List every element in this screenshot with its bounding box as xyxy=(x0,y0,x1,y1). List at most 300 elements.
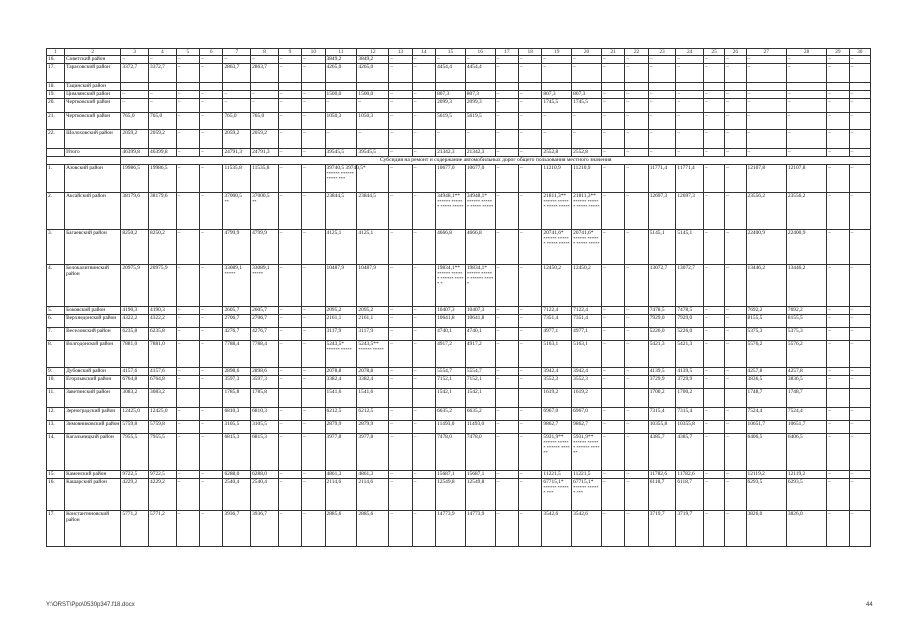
value-cell: – xyxy=(648,56,676,64)
section-title: Субсидия на ремонт и содержание автомобильных дорог общего пользования местного значения xyxy=(121,157,871,165)
value-cell: – xyxy=(827,99,849,113)
value-cell: 3542,6 xyxy=(572,511,602,547)
value-cell: – xyxy=(625,511,648,547)
value-cell: 6810,3 xyxy=(223,408,251,421)
value-cell xyxy=(519,83,542,91)
value-cell: – xyxy=(302,193,325,230)
value-cell: – xyxy=(786,91,826,99)
value-cell: 3729,9 xyxy=(648,376,676,389)
value-cell xyxy=(542,83,572,91)
value-cell: – xyxy=(176,511,199,547)
value-cell: 7315,4 xyxy=(676,408,704,421)
value-cell: – xyxy=(389,341,412,368)
value-cell: 2605,7 xyxy=(223,307,251,315)
column-number-21: 21 xyxy=(601,49,624,56)
value-cell: – xyxy=(725,113,746,130)
value-cell: 5226,0 xyxy=(676,328,704,341)
value-cell: 6967,0 xyxy=(542,408,572,421)
value-cell: 3105,5 xyxy=(251,421,279,434)
value-cell: – xyxy=(786,99,826,113)
value-cell: – xyxy=(176,307,199,315)
value-cell: – xyxy=(389,434,412,471)
value-cell: – xyxy=(704,56,725,64)
value-cell: 11210,9 xyxy=(542,165,572,193)
value-cell: – xyxy=(704,91,725,99)
value-cell: 12107,8 xyxy=(786,165,826,193)
value-cell: – xyxy=(302,230,325,265)
value-cell: – xyxy=(149,99,177,113)
value-cell: 2114,6 xyxy=(357,479,389,511)
value-cell: – xyxy=(849,421,870,434)
value-cell: – xyxy=(849,165,870,193)
value-cell: 2863,7 xyxy=(251,64,279,83)
value-cell: 2898,6 xyxy=(223,368,251,376)
value-cell xyxy=(849,83,870,91)
value-cell: – xyxy=(625,230,648,265)
value-cell: – xyxy=(325,99,357,113)
value-cell: 4229,2 xyxy=(121,479,149,511)
value-cell: – xyxy=(849,511,870,547)
value-cell: 39545,5 xyxy=(325,149,357,157)
footnote-marks: ****** ****** ****** ****** xyxy=(543,440,570,455)
value-cell: – xyxy=(412,64,435,83)
value-cell: – xyxy=(176,315,199,328)
value-cell: – xyxy=(389,315,412,328)
value-cell: 10651,7 xyxy=(746,421,786,434)
value-cell: 11535,8 xyxy=(251,165,279,193)
value-cell: 4385,7 xyxy=(676,434,704,471)
value-cell: 4977,1 xyxy=(572,328,602,341)
value-cell: 7692,2 xyxy=(786,307,826,315)
value-cell: – xyxy=(412,471,435,479)
value-cell: – xyxy=(389,56,412,64)
value-cell: 2059,2 xyxy=(251,130,279,149)
value-cell: 4454,4 xyxy=(436,64,466,83)
value-cell: – xyxy=(849,307,870,315)
footnote-marks: ****** ***** xyxy=(358,347,384,352)
value-cell: 14773,9 xyxy=(465,511,495,547)
table-row xyxy=(47,64,871,83)
value-cell: – xyxy=(176,230,199,265)
value-cell: – xyxy=(176,265,199,307)
value-cell: – xyxy=(827,328,849,341)
value-cell xyxy=(601,83,624,91)
district-name-cell: Веселовский район xyxy=(65,328,121,341)
value-cell: – xyxy=(495,315,518,328)
value-cell: 5771,2 xyxy=(149,511,177,547)
district-name-cell: Кашарский район xyxy=(65,479,121,511)
value-cell: – xyxy=(176,56,199,64)
value-cell: 5163,1 xyxy=(542,341,572,368)
value-cell: – xyxy=(849,328,870,341)
footnote-marks: ****** ****** ***** *** xyxy=(326,171,354,181)
value-cell: 2605,7 xyxy=(251,307,279,315)
value-cell: 37000,5 ** xyxy=(251,193,279,230)
section-title-spacer xyxy=(47,157,121,165)
table-row xyxy=(47,130,871,149)
value-cell: – xyxy=(849,434,870,471)
value-cell: – xyxy=(542,130,572,149)
footnote-marks: ****** ****** *** xyxy=(573,485,599,495)
value-cell: 1748,7 xyxy=(786,389,826,408)
district-name-cell: Волгодонской район xyxy=(65,341,121,368)
column-number-8: 8 xyxy=(251,49,279,56)
value-cell: 10355,8 xyxy=(648,421,676,434)
value-cell: – xyxy=(176,193,199,230)
value-cell: – xyxy=(849,56,870,64)
table-row xyxy=(47,56,871,64)
value-cell: 12425,0 xyxy=(149,408,177,421)
value-cell: 1748,7 xyxy=(746,389,786,408)
row-number-cell: 18. xyxy=(47,83,65,91)
value-cell: – xyxy=(176,408,199,421)
value-cell: – xyxy=(827,307,849,315)
value-cell: 3372,7 xyxy=(149,64,177,83)
value-cell: – xyxy=(278,56,301,64)
value-cell: 6235,8 xyxy=(149,328,177,341)
value-cell: – xyxy=(302,315,325,328)
value-cell: – xyxy=(601,149,624,157)
value-cell: – xyxy=(278,341,301,368)
value-cell: – xyxy=(849,479,870,511)
value-cell: – xyxy=(519,434,542,471)
value-cell: – xyxy=(302,471,325,479)
value-cell: – xyxy=(601,165,624,193)
value-cell: – xyxy=(278,471,301,479)
value-cell: 2059,2 xyxy=(223,130,251,149)
value-cell: 11535,8 xyxy=(223,165,251,193)
value-cell: 1619,2 xyxy=(572,389,602,408)
table-row xyxy=(47,230,871,265)
value-cell: – xyxy=(412,341,435,368)
value-cell: 5421,3 xyxy=(676,341,704,368)
table-row xyxy=(47,149,871,157)
value-cell: – xyxy=(625,434,648,471)
value-cell: 4666,8 xyxy=(465,230,495,265)
value-cell: – xyxy=(704,368,725,376)
value-cell: – xyxy=(827,376,849,389)
value-cell: 4740,1 xyxy=(465,328,495,341)
value-cell: – xyxy=(849,368,870,376)
value-cell: 807,3 xyxy=(465,91,495,99)
value-cell: – xyxy=(200,307,223,315)
value-cell xyxy=(827,389,849,408)
value-cell: 807,3 xyxy=(542,91,572,99)
value-cell: – xyxy=(251,91,279,99)
value-cell: – xyxy=(519,113,542,130)
value-cell: 6764,8 xyxy=(121,376,149,389)
value-cell: 5554,7 xyxy=(436,368,466,376)
value-cell: 13072,7 xyxy=(648,265,676,307)
value-cell: – xyxy=(849,130,870,149)
value-cell: – xyxy=(827,471,849,479)
value-cell: 4257,8 xyxy=(746,368,786,376)
column-number-2: 2 xyxy=(65,49,121,56)
value-cell: 5931,9** ****** ****** ****** ****** xyxy=(572,434,602,471)
value-cell: – xyxy=(849,265,870,307)
value-cell: – xyxy=(725,328,746,341)
value-cell: – xyxy=(495,434,518,471)
value-cell: – xyxy=(601,434,624,471)
column-number-28: 28 xyxy=(786,49,826,56)
value-cell: 3083,2 xyxy=(121,389,149,408)
column-number-16: 16 xyxy=(465,49,495,56)
value-cell xyxy=(223,83,251,91)
value-cell: – xyxy=(519,368,542,376)
value-cell: – xyxy=(519,193,542,230)
value-cell: – xyxy=(849,149,870,157)
value-cell: 11782,6 xyxy=(648,471,676,479)
value-cell: – xyxy=(625,265,648,307)
value-cell: – xyxy=(278,511,301,547)
value-cell: – xyxy=(412,56,435,64)
value-cell: 6118,7 xyxy=(648,479,676,511)
district-name-cell: Аксайский район xyxy=(65,193,121,230)
value-cell: – xyxy=(827,193,849,230)
value-cell: 7152,1 xyxy=(436,376,466,389)
footnote-marks: ***** xyxy=(252,271,264,276)
value-cell: 3836,5 xyxy=(786,376,826,389)
value-cell: 1785,8 xyxy=(223,389,251,408)
value-cell: – xyxy=(704,265,725,307)
value-cell: – xyxy=(200,113,223,130)
value-cell: – xyxy=(389,471,412,479)
value-cell: 4666,8 xyxy=(436,230,466,265)
value-cell: 7478,5 xyxy=(648,307,676,315)
value-cell: – xyxy=(519,130,542,149)
value-cell: – xyxy=(827,315,849,328)
value-cell: – xyxy=(572,130,602,149)
value-cell: 39545,5 xyxy=(357,149,389,157)
value-cell: 3826,0 xyxy=(746,511,786,547)
value-cell: 5576,2 xyxy=(746,341,786,368)
value-cell: 20741,6* ****** ****** ***** ***** xyxy=(542,230,572,265)
column-number-11: 11 xyxy=(325,49,357,56)
value-cell: – xyxy=(648,113,676,130)
value-cell: 33089,1 ***** xyxy=(223,265,251,307)
value-cell: – xyxy=(746,91,786,99)
value-cell: 6293,5 xyxy=(746,479,786,511)
value-cell: 1050,3 xyxy=(357,113,389,130)
district-name-cell: Чертковский район xyxy=(65,99,121,113)
value-cell: – xyxy=(676,149,704,157)
value-cell: 4861,3 xyxy=(357,471,389,479)
row-number-cell: 13. xyxy=(47,421,65,434)
value-cell: – xyxy=(278,149,301,157)
value-cell: – xyxy=(302,265,325,307)
value-cell: – xyxy=(725,64,746,83)
value-cell: 3936,7 xyxy=(223,511,251,547)
value-cell: – xyxy=(149,91,177,99)
value-cell: 3597,3 xyxy=(223,376,251,389)
value-cell: – xyxy=(302,113,325,130)
value-cell: 6810,3 xyxy=(251,408,279,421)
value-cell: 1700,2 xyxy=(676,389,704,408)
table-row xyxy=(47,328,871,341)
table-row xyxy=(47,479,871,511)
value-cell: – xyxy=(278,130,301,149)
value-cell: 1542,1 xyxy=(465,389,495,408)
value-cell: – xyxy=(519,307,542,315)
value-cell: – xyxy=(412,315,435,328)
value-cell: 3849,2 xyxy=(325,56,357,64)
value-cell: – xyxy=(302,328,325,341)
value-cell: – xyxy=(465,130,495,149)
value-cell: 1541,6 xyxy=(357,389,389,408)
value-cell: – xyxy=(389,91,412,99)
value-cell: – xyxy=(302,421,325,434)
value-cell: 7478,5 xyxy=(676,307,704,315)
value-cell: 2078,8 xyxy=(357,368,389,376)
value-cell: 12450,2 xyxy=(542,265,572,307)
value-cell xyxy=(827,83,849,91)
value-cell: – xyxy=(389,99,412,113)
value-cell: – xyxy=(278,479,301,511)
value-cell: – xyxy=(495,368,518,376)
district-name-cell: Азовский район xyxy=(65,165,121,193)
value-cell: 12450,2 xyxy=(572,265,602,307)
value-cell: – xyxy=(495,193,518,230)
value-cell: 4917,2 xyxy=(465,341,495,368)
value-cell: 12549,8 xyxy=(465,479,495,511)
value-cell: – xyxy=(648,149,676,157)
column-number-9: 9 xyxy=(278,49,301,56)
value-cell: 3942,4 xyxy=(572,368,602,376)
value-cell: 6815,3 xyxy=(223,434,251,471)
value-cell: – xyxy=(827,165,849,193)
value-cell: – xyxy=(704,511,725,547)
value-cell: 1700,2 xyxy=(648,389,676,408)
value-cell: 2706,7 xyxy=(251,315,279,328)
value-cell: 5619,5 xyxy=(465,113,495,130)
value-cell: 21811,3** ****** ****** ***** ***** xyxy=(542,193,572,230)
value-cell: 4229,2 xyxy=(149,479,177,511)
value-cell: – xyxy=(389,130,412,149)
value-cell: – xyxy=(302,91,325,99)
value-cell: 7955,5 xyxy=(121,434,149,471)
value-cell xyxy=(176,83,199,91)
value-cell: – xyxy=(389,408,412,421)
value-cell: – xyxy=(725,421,746,434)
value-cell: – xyxy=(278,376,301,389)
value-cell: 2706,7 xyxy=(223,315,251,328)
value-cell: 20741,6* ****** ****** ***** ***** xyxy=(572,230,602,265)
value-cell: – xyxy=(389,165,412,193)
value-cell: – xyxy=(601,56,624,64)
value-cell: – xyxy=(302,511,325,547)
value-cell: – xyxy=(572,113,602,130)
value-cell: 33089,1 ***** xyxy=(251,265,279,307)
value-cell: – xyxy=(278,368,301,376)
value-cell: 807,3 xyxy=(436,91,466,99)
value-cell: – xyxy=(704,408,725,421)
value-cell: 3382,4 xyxy=(357,376,389,389)
value-cell: 6118,7 xyxy=(676,479,704,511)
value-cell: – xyxy=(849,376,870,389)
footnote-marks: ****** ****** ****** ****** xyxy=(573,440,600,455)
value-cell: 4257,8 xyxy=(786,368,826,376)
value-cell: – xyxy=(601,376,624,389)
value-cell: – xyxy=(625,56,648,64)
value-cell: – xyxy=(725,130,746,149)
value-cell xyxy=(519,389,542,408)
value-cell: 2078,8 xyxy=(325,368,357,376)
value-cell: – xyxy=(176,434,199,471)
value-cell: – xyxy=(495,64,518,83)
value-cell: 4454,4 xyxy=(465,64,495,83)
value-cell: 5771,2 xyxy=(121,511,149,547)
value-cell: – xyxy=(278,307,301,315)
value-cell: 10407,3 xyxy=(436,307,466,315)
row-number-cell: 16. xyxy=(47,56,65,64)
value-cell: – xyxy=(389,265,412,307)
value-cell: 39740,5 39740,5* ****** ****** ***** *** xyxy=(325,165,357,193)
row-number-cell: 17. xyxy=(47,511,65,547)
value-cell: – xyxy=(412,165,435,193)
value-cell: – xyxy=(176,479,199,511)
value-cell: – xyxy=(786,64,826,83)
value-cell: – xyxy=(436,130,466,149)
value-cell: 13446,2 xyxy=(786,265,826,307)
value-cell: – xyxy=(200,368,223,376)
value-cell: – xyxy=(648,91,676,99)
value-cell: – xyxy=(625,376,648,389)
value-cell: 23556,2 xyxy=(786,193,826,230)
value-cell: – xyxy=(601,471,624,479)
value-cell: – xyxy=(827,230,849,265)
value-cell: – xyxy=(176,91,199,99)
value-cell: 8250,2 xyxy=(149,230,177,265)
value-cell: 7351,4 xyxy=(572,315,602,328)
value-cell: 5226,0 xyxy=(648,328,676,341)
value-cell: 5243,5* ****** ***** xyxy=(325,341,357,368)
table-row xyxy=(47,307,871,315)
table-row xyxy=(47,389,871,408)
value-cell xyxy=(278,83,301,91)
value-cell xyxy=(251,83,279,91)
footnote-marks: ****** ****** ****** ***** * xyxy=(437,271,464,286)
value-cell: 2540,4 xyxy=(223,479,251,511)
value-cell: 9722,5 xyxy=(149,471,177,479)
value-cell: – xyxy=(278,64,301,83)
value-cell: 3719,7 xyxy=(648,511,676,547)
value-cell: 20975,9 xyxy=(149,265,177,307)
value-cell: – xyxy=(495,165,518,193)
value-cell: – xyxy=(625,328,648,341)
column-number-4: 4 xyxy=(149,49,177,56)
value-cell: – xyxy=(601,421,624,434)
value-cell: 5931,9** ****** ****** ****** ****** xyxy=(542,434,572,471)
value-cell: 4265,0 xyxy=(325,64,357,83)
value-cell: – xyxy=(725,368,746,376)
value-cell: 5554,7 xyxy=(465,368,495,376)
value-cell: 2879,9 xyxy=(325,421,357,434)
value-cell: – xyxy=(495,91,518,99)
value-cell: 5576,2 xyxy=(786,341,826,368)
value-cell: – xyxy=(601,315,624,328)
value-cell: 19834,1* ****** ****** ****** ***** xyxy=(465,265,495,307)
value-cell xyxy=(412,389,435,408)
value-cell: – xyxy=(302,434,325,471)
value-cell: – xyxy=(519,91,542,99)
value-cell: – xyxy=(676,130,704,149)
value-cell: – xyxy=(389,307,412,315)
value-cell: – xyxy=(495,421,518,434)
value-cell: 2879,9 xyxy=(357,421,389,434)
value-cell: 6288,0 xyxy=(223,471,251,479)
value-cell: – xyxy=(625,471,648,479)
value-cell: 38179,6 xyxy=(121,193,149,230)
